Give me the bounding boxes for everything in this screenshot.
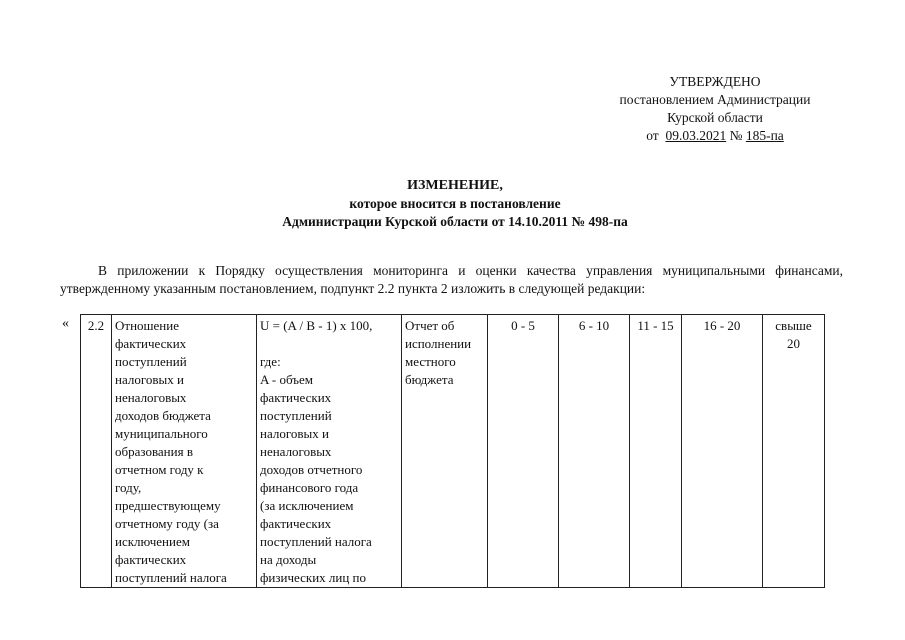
formula-line: U = (A / B - 1) x 100,	[260, 318, 373, 333]
formula-line: (за исключением	[260, 498, 354, 513]
indicator-line: фактических	[115, 336, 187, 351]
table-row	[81, 315, 825, 588]
source-line: местного	[405, 354, 456, 369]
cell-range-2: 6 - 10	[559, 315, 630, 588]
body-paragraph	[60, 262, 843, 298]
opening-quote: «	[62, 316, 69, 331]
indicator-table	[80, 314, 825, 588]
cell-range-1: 0 - 5	[488, 315, 559, 588]
title-line-3: Администрации Курской области от 14.10.2011 № 498-па	[282, 214, 628, 229]
approval-number-sign: №	[729, 128, 743, 143]
title-line-2: которое вносится в постановление	[349, 196, 561, 211]
approval-heading: УТВЕРЖДЕНО	[669, 74, 761, 89]
cell-range-3: 11 - 15	[630, 315, 682, 588]
source-lines	[405, 317, 484, 389]
indicator-line: фактических	[115, 552, 187, 567]
formula-lines	[260, 317, 398, 587]
indicator-line: образования в	[115, 444, 193, 459]
approval-from: от	[646, 128, 659, 143]
cell-range-4: 16 - 20	[682, 315, 763, 588]
formula-line: финансового года	[260, 480, 359, 495]
indicator-line: предшествующему	[115, 498, 221, 513]
indicator-line: исключением	[115, 534, 190, 549]
formula-line: доходов отчетного	[260, 462, 363, 477]
formula-line: поступлений	[260, 408, 332, 423]
formula-line: A - объем	[260, 372, 314, 387]
approval-number: 185-па	[745, 128, 784, 143]
formula-line: фактических	[260, 516, 332, 531]
body-paragraph-text: В приложении к Порядку осуществления мониторинга и оценки качества управления муниципальными финансами, утвержденному указанным постановлением, подпункт 2.2 пункта 2 изложить в следующей редакции:	[60, 263, 843, 296]
cell-source	[402, 315, 488, 588]
indicator-line: муниципального	[115, 426, 208, 441]
source-line: Отчет об	[405, 318, 455, 333]
cell-number: 2.2	[81, 315, 112, 588]
cell-range-5	[763, 315, 825, 588]
indicator-line: отчетному году (за	[115, 516, 219, 531]
approval-date: 09.03.2021	[665, 128, 727, 143]
source-line: бюджета	[405, 372, 454, 387]
approval-decree-line	[646, 127, 784, 145]
cell-indicator	[112, 315, 257, 588]
formula-line: физических лиц по	[260, 570, 367, 585]
approval-line-1: постановлением Администрации	[619, 92, 811, 107]
formula-line: на доходы	[260, 552, 317, 567]
formula-line: где:	[260, 354, 281, 369]
range-5-line-1: свыше	[775, 318, 812, 333]
indicator-line: налоговых и	[115, 372, 184, 387]
range-5-line-2: 20	[787, 336, 800, 351]
approval-block	[560, 73, 870, 145]
indicator-line: поступлений налога	[115, 570, 227, 585]
formula-line: неналоговых	[260, 444, 332, 459]
indicator-line: Отношение	[115, 318, 179, 333]
cell-formula	[257, 315, 402, 588]
formula-line: налоговых и	[260, 426, 329, 441]
approval-line-2: Курской области	[667, 110, 763, 125]
source-line: исполнении	[405, 336, 472, 351]
indicator-line: поступлений	[115, 354, 187, 369]
document-title	[60, 177, 850, 231]
formula-line	[260, 335, 398, 353]
indicator-line: доходов бюджета	[115, 408, 211, 423]
indicator-line: году,	[115, 480, 142, 495]
indicator-lines	[115, 317, 253, 587]
indicator-line: неналоговых	[115, 390, 187, 405]
title-line-1: ИЗМЕНЕНИЕ,	[407, 178, 503, 193]
formula-line: поступлений налога	[260, 534, 372, 549]
indicator-line: отчетном году к	[115, 462, 204, 477]
formula-line: фактических	[260, 390, 332, 405]
